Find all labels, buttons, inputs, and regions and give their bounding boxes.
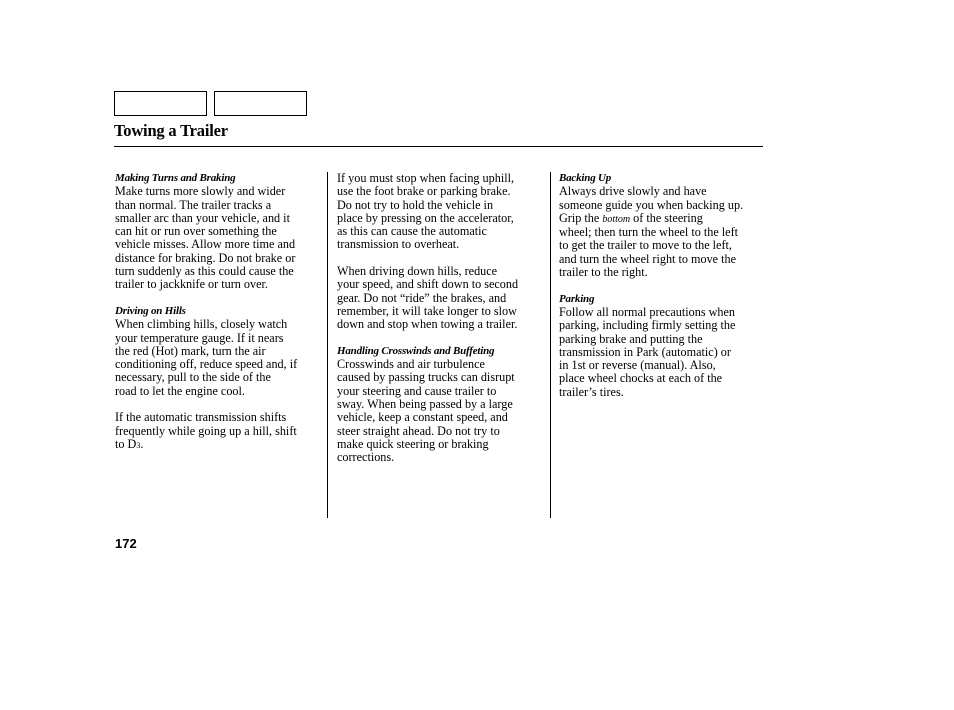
body-line: turn suddenly as this could cause the — [115, 264, 294, 279]
page-number: 172 — [115, 536, 137, 551]
body-line: parking brake and putting the — [559, 331, 703, 346]
body-line: place wheel chocks at each of the — [559, 371, 723, 386]
body-line: the red (Hot) mark, turn the air — [115, 343, 266, 358]
body-line: and turn the wheel right to move the — [559, 251, 737, 266]
body-line: parking, including firmly setting the — [559, 318, 736, 333]
body-line: Do not try to hold the vehicle in — [337, 197, 494, 212]
body-line: Follow all normal precautions when — [559, 304, 736, 319]
gear-number: 3 — [136, 440, 141, 450]
body-line: conditioning off, reduce speed and, if — [115, 357, 298, 372]
subhead-making-turns: Making Turns and Braking — [115, 172, 236, 184]
body-line: can hit or run over something the — [115, 224, 277, 239]
body-line: Crosswinds and air turbulence — [337, 357, 485, 372]
body-line: your steering and cause trailer to — [337, 383, 497, 398]
subhead-crosswinds: Handling Crosswinds and Buffeting — [337, 344, 495, 357]
body-line: If the automatic transmission shifts — [115, 410, 287, 425]
body-line: Make turns more slowly and wider — [115, 184, 286, 199]
body-line: sway. When being passed by a large — [337, 397, 513, 412]
emphasis-bottom: bottom — [602, 213, 631, 225]
body-line: your speed, and shift down to second — [337, 277, 519, 292]
body-line: down and stop when towing a trailer. — [337, 317, 518, 332]
body-line: necessary, pull to the side of the — [115, 370, 271, 385]
body-line: trailer’s tires. — [559, 384, 624, 399]
body-line: make quick steering or braking — [337, 436, 489, 451]
body-line: your temperature gauge. If it nears — [115, 330, 284, 345]
body-line: trailer to jackknife or turn over. — [115, 277, 268, 292]
body-line: than normal. The trailer tracks a — [115, 197, 272, 212]
body-line: corrections. — [337, 450, 395, 465]
body-line: If you must stop when facing uphill, — [337, 171, 515, 185]
body-line: gear. Do not “ride” the brakes, and — [337, 290, 507, 305]
nav-tab-box-right[interactable] — [214, 91, 307, 116]
body-line: use the foot brake or parking brake. — [337, 184, 511, 199]
body-line: place by pressing on the accelerator, — [337, 210, 514, 225]
body-line: transmission to overheat. — [337, 237, 460, 252]
body-line: someone guide you when backing up. — [559, 197, 744, 212]
grip-prefix: Grip the — [559, 210, 603, 225]
body-line: road to let the engine cool. — [115, 383, 245, 398]
body-line: wheel; then turn the wheel to the left — [559, 225, 739, 240]
body-line: frequently while going up a hill, shift — [115, 423, 297, 438]
body-line: transmission in Park (automatic) or — [559, 344, 731, 359]
body-line: When driving down hills, reduce — [337, 264, 498, 279]
nav-tab-box-left[interactable] — [114, 91, 207, 116]
subhead-driving-on-hills: Driving on Hills — [115, 304, 186, 317]
title-rule — [114, 146, 763, 147]
body-line: smaller arc than your vehicle, and it — [115, 210, 290, 225]
body-line: distance for braking. Do not brake or — [115, 250, 296, 265]
body-line: steer straight ahead. Do not try to — [337, 423, 500, 438]
column-2 — [337, 172, 543, 465]
column-divider — [550, 172, 551, 518]
subhead-parking: Parking — [559, 292, 595, 305]
body-line-shift-d3 — [115, 438, 321, 452]
grip-suffix: of the steering — [630, 210, 703, 225]
body-line: trailer to the right. — [559, 265, 648, 280]
body-line: When climbing hills, closely watch — [115, 317, 288, 332]
body-line: Always drive slowly and have — [559, 184, 707, 199]
body-line: remember, it will take longer to slow — [337, 303, 517, 318]
column-divider — [327, 172, 328, 518]
body-line-grip — [559, 212, 765, 226]
body-line: caused by passing trucks can disrupt — [337, 370, 515, 385]
shift-prefix: to D — [115, 436, 137, 451]
body-line: in 1st or reverse (manual). Also, — [559, 358, 716, 373]
page-title: Towing a Trailer — [114, 121, 228, 140]
body-line: as this can cause the automatic — [337, 224, 487, 239]
body-line: vehicle misses. Allow more time and — [115, 237, 296, 252]
body-line: vehicle, keep a constant speed, and — [337, 410, 508, 425]
column-3 — [559, 172, 765, 399]
column-1 — [115, 172, 321, 452]
subhead-backing-up: Backing Up — [559, 172, 612, 184]
body-line: to get the trailer to move to the left, — [559, 238, 732, 253]
shift-suffix: . — [140, 436, 144, 451]
